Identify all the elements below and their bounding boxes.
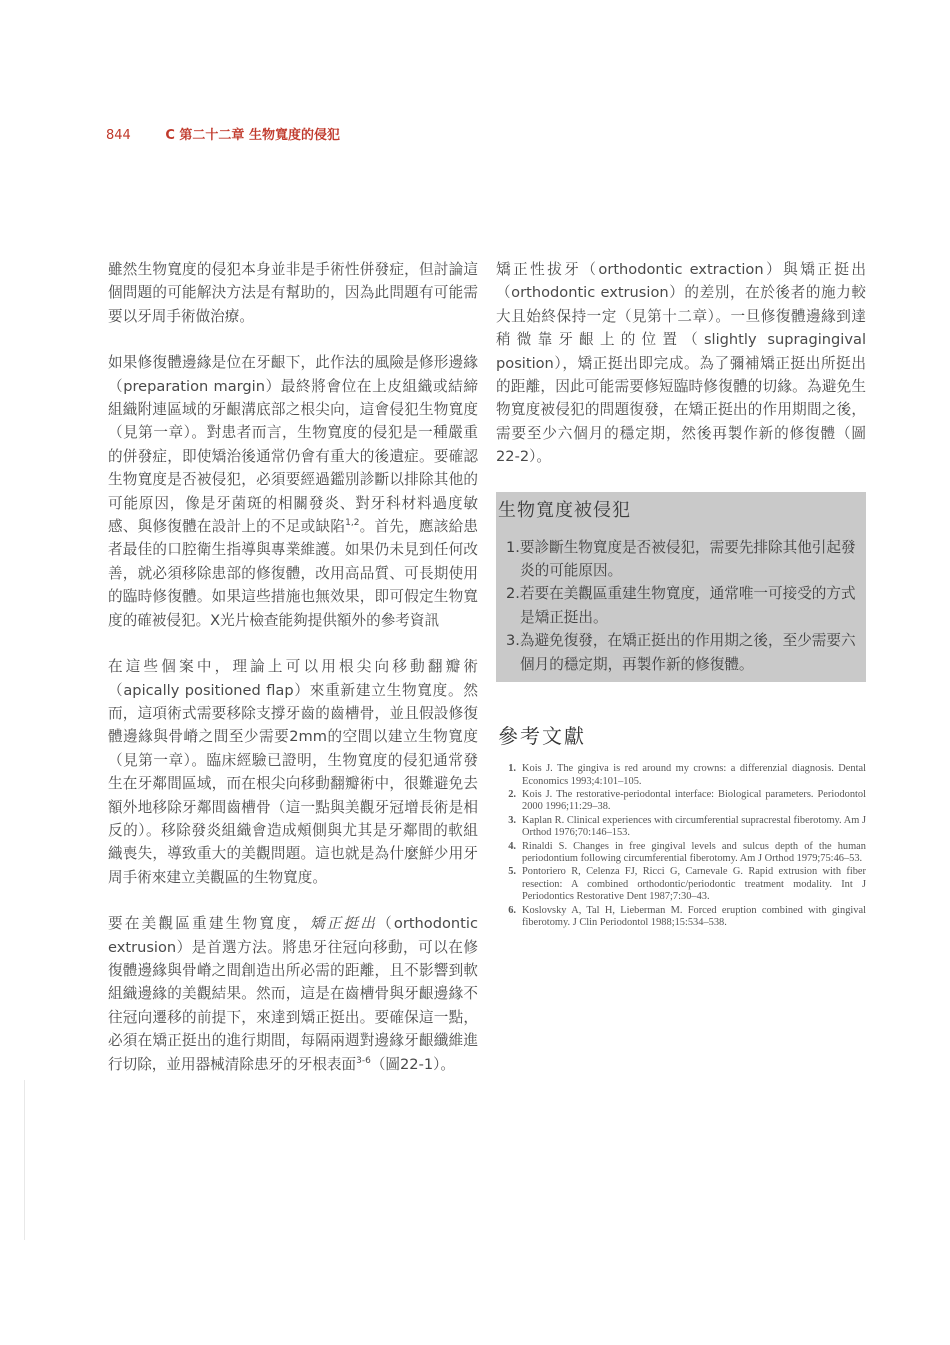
paragraph-2-text-a: 如果修復體邊緣是位在牙齦下，此作法的風險是修形邊緣（preparation margin）最終將會位在上皮組織或結締組織附連區域的牙齦溝底部之根尖向，這會侵犯生物寬度（見第一章）。對患者而言，生物寬度的侵犯是一種嚴重的併發症，即使矯治後通常仍會有重大的後遺症。要確認生物寬度是否被侵犯，必須要經過鑑別診斷以排除其他的可能原因，像是牙菌斑的相關發炎、對牙科材料過度敏感、與修復體在設計上的不足或缺陷 [108, 354, 478, 536]
paragraph-4-text-b: （orthodontic extrusion）是首選方法。將患牙往冠向移動，可以在修復體邊緣與骨嵴之間創造出所必需的距離，且不影響到軟組織邊緣的美觀結果。然而，這是在齒槽骨與牙齦邊緣不往冠向遷移的前提下，來達到矯正挺出。要確保這一點，必須在矯正挺出的進行期間，每隔兩週對邊緣牙齦纖維進行切除，並用器械清除患牙的牙根表面 [108, 915, 478, 1073]
reference-item [496, 789, 866, 814]
summary-list [496, 536, 858, 676]
reference-text: Kois J. The restorative-periodontal interface: Biological parameters. Periodontol 2000 1996;11:29–38. [522, 788, 866, 813]
reference-item [496, 763, 866, 788]
reference-number: 4. [508, 840, 516, 852]
summary-item: 3.為避免復發，在矯正挺出的作用期之後，至少需要六個月的穩定期，再製作新的修復體。 [506, 632, 856, 673]
reference-item [496, 841, 866, 866]
running-header [106, 124, 340, 143]
paragraph-4 [108, 912, 478, 1076]
paragraph-4-text-c: （圖22-1）。 [370, 1055, 456, 1073]
chapter-title: C 第二十二章 生物寬度的侵犯 [165, 128, 340, 143]
reference-text: Rinaldi S. Changes in free gingival levels and sulcus depth of the human periodontium following circumferential fiberotomy. Am J Orthod 1979;75:46–53. [522, 840, 866, 864]
citation-superscript: 3-6 [356, 1055, 371, 1066]
paragraph-4-text-a: 要在美觀區重建生物寬度， [108, 915, 310, 933]
paragraph-2 [108, 351, 478, 632]
reference-text: Kois J. The gingiva is red around my crowns: a differenzial diagnosis. Dental Economics 1993;4:101–105. [522, 763, 866, 787]
paragraph-3: 在這些個案中，理論上可以用根尖向移動翻瓣術（apically positioned flap）來重新建立生物寬度。然而，這項術式需要移除支撐牙齒的齒槽骨，並且假設修復體邊緣與骨嵴之間至少需要2mm的空間以建立生物寬度（見第一章）。臨床經驗已證明，生物寬度的侵犯通常發生在牙鄰間區域，而在根尖向移動翻瓣術中，很難避免去額外地移除牙鄰間齒槽骨（這一點與美觀牙冠增長術是相反的）。移除發炎組織會造成頰側與尤其是牙鄰間的軟組織喪失，導致重大的美觀問題。這也就是為什麼鮮少用牙周手術來建立美觀區的生物寬度。 [108, 658, 478, 886]
reference-number: 2. [508, 788, 516, 800]
reference-text: Kaplan R. Clinical experiences with circumferential supracrestal fiberotomy. Am J Orthod 1976;70:146–153. [522, 814, 866, 839]
reference-text: Pontoriero R, Celenza FJ, Ricci G, Carnevale G. Rapid extrusion with fiber resection: A combined orthodontic/periodontic treatment modality. Int J Periodontics Restorative Dent 1987;7:30–43. [522, 866, 866, 903]
summary-item: 1.要診斷生物寬度是否被侵犯，需要先排除其他引起發炎的可能原因。 [506, 538, 856, 580]
reference-item [496, 905, 866, 930]
reference-number: 1. [508, 763, 516, 775]
right-column [496, 258, 866, 930]
summary-item: 2.若要在美觀區重建生物寬度，通常唯一可接受的方式是矯正挺出。 [506, 585, 856, 626]
paragraph-right-1: 矯正性拔牙（orthodontic extraction）與矯正挺出（orthodontic extrusion）的差別，在於後者的施力較大且始終保持一定（見第十二章）。一旦修復體邊緣到達稍微靠牙齦上的位置（slightly supragingival position），矯正挺出即完成。為了彌補矯正挺出所挺出的距離，因此可能需要修短臨時修復體的切緣。為避免生物寬度被侵犯的問題復發，在矯正挺出的作用期間之後，需要至少六個月的穩定期，然後再製作新的修復體（圖22-2）。 [496, 261, 866, 466]
reference-text: Koslovsky A, Tal H, Lieberman M. Forced eruption combined with gingival fiberotomy. J Clin Periodontol 1988;15:534–538. [522, 904, 866, 928]
reference-item [496, 815, 866, 840]
page-edge-rule [24, 1080, 25, 1240]
left-column [108, 258, 478, 1099]
references-section [496, 720, 866, 929]
emphasis-term: 矯正挺出 [309, 915, 378, 933]
summary-box-title: 生物寬度被侵犯 [498, 499, 631, 521]
paragraph-2-text-b: 。首先，應該給患者最佳的口腔衛生指導與專業維護。如果仍未見到任何改善，就必須移除患部的修復體，改用高品質、可長期使用的臨時修復體。如果這些措施也無效果，即可假定生物寬度的確被侵犯。X光片檢查能夠提供額外的參考資訊 [108, 518, 478, 629]
reference-number: 5. [508, 866, 516, 878]
summary-box [496, 492, 866, 682]
references-list [496, 763, 866, 929]
reference-number: 6. [508, 904, 516, 916]
citation-superscript: 1,2 [345, 518, 360, 529]
page-number: 844 [106, 128, 131, 143]
reference-number: 3. [508, 814, 516, 826]
references-title: 參考文獻 [498, 724, 586, 749]
reference-item [496, 866, 866, 903]
paragraph-1: 雖然生物寬度的侵犯本身並非是手術性併發症，但討論這個問題的可能解決方法是有幫助的，因為此問題有可能需要以牙周手術做治療。 [108, 261, 478, 325]
